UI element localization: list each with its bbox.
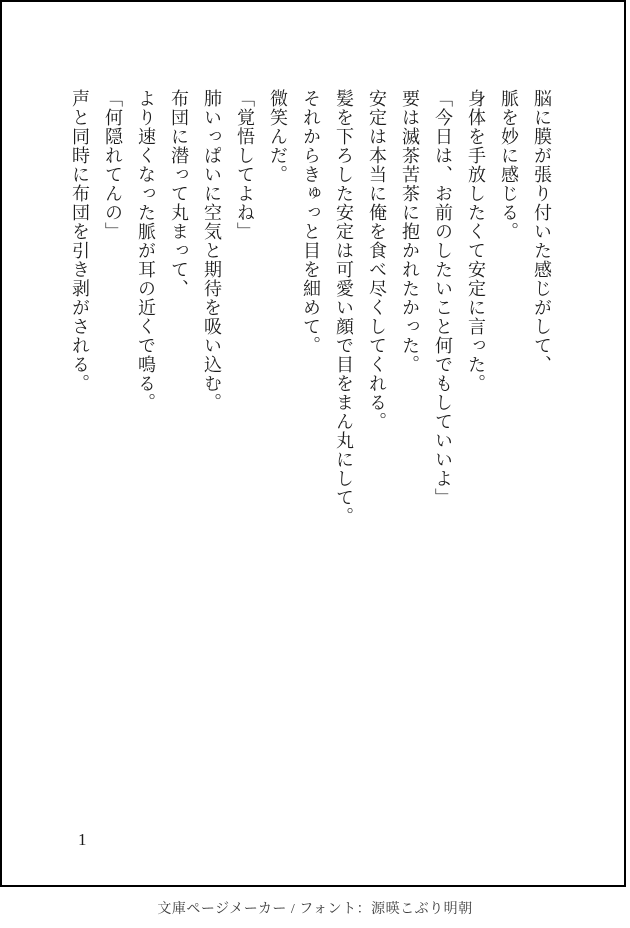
footer-credit: 文庫ページメーカー / フォント：源暎こぶり明朝 xyxy=(157,902,473,917)
page-number: 1 xyxy=(78,830,87,849)
text-line: 微笑んだ。 xyxy=(268,89,288,184)
text-line: 脳に膜が張り付いた感じがして、 xyxy=(532,89,552,374)
text-line: 声と同時に布団を引き剥がされる。 xyxy=(70,89,90,393)
text-line: 要は滅茶苦茶に抱かれたかった。 xyxy=(400,89,420,374)
text-line: 安定は本当に俺を食べ尽くしてくれる。 xyxy=(367,89,387,431)
text-line: 身体を手放したくて安定に言った。 xyxy=(466,89,486,393)
footer-bar xyxy=(0,888,630,928)
text-line: 「覚悟してよね」 xyxy=(235,89,255,241)
text-line: それからきゅっと目を細めて。 xyxy=(301,89,321,355)
text-line: 髪を下ろした安定は可愛い顔で目をまん丸にして。 xyxy=(334,89,354,526)
text-line: 布団に潜って丸まって、 xyxy=(169,89,189,298)
text-line: 「今日は、お前のしたいこと何でもしていいよ」 xyxy=(433,89,453,507)
vertical-text-block xyxy=(63,89,558,549)
text-line: 「何隠れてんの」 xyxy=(103,89,123,241)
text-line: より速くなった脈が耳の近くで鳴る。 xyxy=(136,89,156,412)
text-line: 脈を妙に感じる。 xyxy=(499,89,519,241)
text-line: 肺いっぱいに空気と期待を吸い込む。 xyxy=(202,89,222,412)
